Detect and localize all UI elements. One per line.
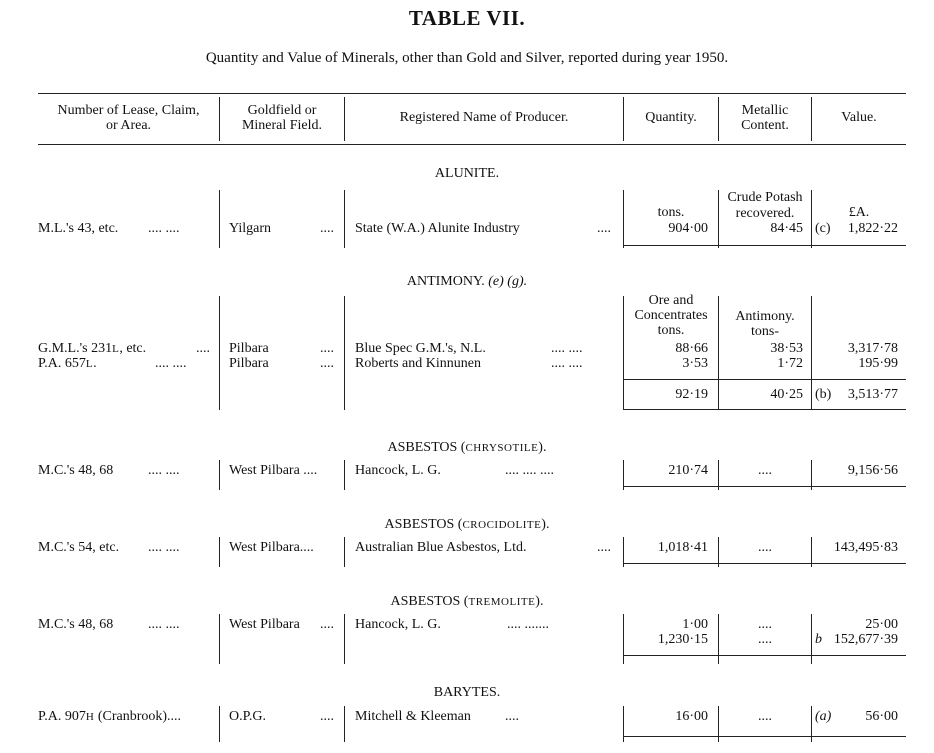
tremolite-quantity: 1·00 (682, 617, 708, 632)
antimony-row-2-metal: 1·72 (777, 356, 803, 371)
header-metallic-line2: Content. (741, 118, 789, 133)
antimony-total-metal: 40·25 (770, 387, 803, 402)
antimony-qty-unit (622, 293, 720, 338)
tremolite-metal: .... (758, 617, 772, 632)
tremolite-row2-note: b (815, 632, 822, 647)
section-heading-crocidolite: ASBESTOS (CROCIDOLITE). (384, 517, 550, 532)
tremolite-lease: M.C.'s 48, 68 (38, 617, 114, 632)
column-divider (219, 296, 220, 410)
column-divider (219, 190, 220, 248)
tremolite-producer-dots: .... ....... (507, 617, 549, 632)
barytes-total-rule (623, 736, 906, 737)
crocidolite-producer: Australian Blue Asbestos, Ltd. (355, 540, 527, 555)
barytes-producer: Mitchell & Kleeman (355, 709, 471, 724)
antimony-total-rule (623, 409, 906, 410)
header-top-rule (38, 93, 906, 94)
chrysotile-lease: M.C.'s 48, 68 (38, 463, 114, 478)
alunite-field: Yilgarn (229, 221, 271, 236)
alunite-metal-unit-line2: recovered. (735, 206, 795, 221)
header-lease-line1: Number of Lease, Claim, (57, 103, 200, 118)
alunite-lease: M.L.'s 43, etc. (38, 221, 119, 236)
antimony-row-2-quantity: 3·53 (682, 356, 708, 371)
tremolite-lease-dots: .... .... (148, 617, 180, 632)
antimony-metal-unit-line2: tons- (751, 324, 779, 339)
header-lease-line2: or Area. (105, 118, 152, 133)
header-field-line1: Goldfield or (247, 103, 317, 118)
header-metallic (719, 103, 811, 133)
section-heading-alunite: ALUNITE. (434, 166, 500, 181)
column-divider (219, 537, 220, 567)
antimony-row-2-field: Pilbara (229, 356, 269, 371)
alunite-value: 1,822·22 (847, 221, 898, 236)
tremolite-field: West Pilbara (229, 617, 300, 632)
chrysotile-quantity: 210·74 (668, 463, 708, 478)
antimony-row-1-metal: 38·53 (770, 341, 803, 356)
crocidolite-producer-dots: .... (597, 540, 611, 555)
crocidolite-metal: .... (758, 540, 772, 555)
section-heading-chrysotile: ASBESTOS (CHRYSOTILE). (387, 440, 547, 455)
crocidolite-value: 143,495·83 (833, 540, 898, 555)
antimony-metal-unit (719, 309, 811, 339)
chrysotile-total-rule (623, 486, 906, 487)
alunite-producer-dots: .... (597, 221, 611, 236)
header-value: Value. (841, 110, 877, 125)
antimony-row-1-producer: Blue Spec G.M.'s, N.L. (355, 341, 486, 356)
column-divider (344, 460, 345, 490)
antimony-row-2-producer: Roberts and Kinnunen (355, 356, 481, 371)
antimony-heading-notes: (e) (g). (488, 274, 528, 289)
antimony-row-2-lease: P.A. 657L. (38, 356, 97, 371)
header-bottom-rule (38, 144, 906, 145)
column-divider (219, 460, 220, 490)
chrysotile-producer: Hancock, L. G. (355, 463, 441, 478)
chrysotile-field: West Pilbara .... (229, 463, 318, 478)
column-divider (219, 614, 220, 664)
section-heading-antimony (0, 274, 934, 290)
column-divider (344, 190, 345, 248)
header-field (220, 103, 344, 133)
chrysotile-value: 9,156·56 (847, 463, 898, 478)
tremolite-row2-value: 152,677·39 (833, 632, 898, 647)
column-divider (344, 296, 345, 410)
column-divider (219, 706, 220, 742)
antimony-qty-unit-line2: Concentrates (634, 308, 708, 323)
header-metallic-line1: Metallic (741, 103, 789, 118)
antimony-subtotal-rule (623, 379, 906, 380)
header-field-line2: Mineral Field. (241, 118, 323, 133)
chrysotile-lease-dots: .... .... (148, 463, 180, 478)
barytes-value: 56·00 (865, 709, 898, 724)
column-divider (811, 296, 812, 410)
column-divider (811, 614, 812, 664)
antimony-qty-unit-line3: tons. (657, 323, 685, 338)
section-heading-tremolite: ASBESTOS (TREMOLITE). (390, 594, 544, 609)
crocidolite-lease-dots: .... .... (148, 540, 180, 555)
antimony-row-1-producer-dots: .... .... (551, 341, 583, 356)
antimony-row-2-lease-dots: .... .... (155, 356, 187, 371)
alunite-value-unit: £A. (848, 205, 870, 220)
antimony-row-1-quantity: 88·66 (675, 341, 708, 356)
header-lease (38, 103, 219, 133)
header-quantity: Quantity. (645, 110, 697, 125)
barytes-field: O.P.G. (229, 709, 266, 724)
alunite-field-dots: .... (320, 221, 334, 236)
alunite-note: (c) (815, 221, 831, 236)
antimony-row-1-field: Pilbara (229, 341, 269, 356)
antimony-heading-main: ANTIMONY. (406, 274, 485, 289)
barytes-note: (a) (815, 709, 832, 724)
barytes-field-dots: .... (320, 709, 334, 724)
page-title: TABLE VII. (408, 6, 526, 30)
alunite-lease-dots: .... .... (148, 221, 180, 236)
barytes-metal: .... (758, 709, 772, 724)
page-subtitle: Quantity and Value of Minerals, other than Gold and Silver, reported during year 1950. (205, 50, 729, 66)
barytes-lease: P.A. 907H (Cranbrook).... (38, 709, 182, 724)
antimony-row-1-lease: G.M.L.'s 231L, etc. (38, 341, 147, 356)
antimony-row-2-producer-dots: .... .... (551, 356, 583, 371)
tremolite-row2-quantity: 1,230·15 (657, 632, 708, 647)
tremolite-value: 25·00 (865, 617, 898, 632)
antimony-row-1-lease-dots: .... (196, 341, 210, 356)
column-divider (344, 614, 345, 664)
crocidolite-quantity: 1,018·41 (657, 540, 708, 555)
antimony-row-2-field-dots: .... (320, 356, 334, 371)
alunite-metal: 84·45 (770, 221, 803, 236)
tremolite-total-rule (623, 655, 906, 656)
antimony-row-1-field-dots: .... (320, 341, 334, 356)
antimony-row-2-value: 195·99 (858, 356, 898, 371)
barytes-producer-dots: .... (505, 709, 519, 724)
chrysotile-metal: .... (758, 463, 772, 478)
crocidolite-total-rule (623, 563, 906, 564)
alunite-producer: State (W.A.) Alunite Industry (355, 221, 520, 236)
header-producer: Registered Name of Producer. (399, 110, 569, 125)
alunite-quantity: 904·00 (668, 221, 708, 236)
crocidolite-field: West Pilbara.... (229, 540, 314, 555)
tremolite-row2-metal: .... (758, 632, 772, 647)
antimony-total-note: (b) (815, 387, 832, 402)
alunite-total-rule (623, 245, 906, 246)
column-divider (344, 706, 345, 742)
antimony-qty-unit-line1: Ore and (648, 293, 694, 308)
tremolite-producer: Hancock, L. G. (355, 617, 441, 632)
antimony-total-quantity: 92·19 (675, 387, 708, 402)
antimony-row-1-value: 3,317·78 (847, 341, 898, 356)
section-heading-barytes: BARYTES. (433, 685, 501, 700)
barytes-quantity: 16·00 (675, 709, 708, 724)
chrysotile-producer-dots: .... .... .... (505, 463, 554, 478)
column-divider (344, 537, 345, 567)
alunite-qty-unit: tons. (657, 205, 685, 220)
crocidolite-lease: M.C.'s 54, etc. (38, 540, 120, 555)
alunite-metal-unit (717, 190, 813, 222)
antimony-metal-unit-line1: Antimony. (735, 309, 795, 324)
tremolite-field-dots: .... (320, 617, 334, 632)
alunite-metal-unit-line1: Crude Potash (727, 190, 803, 205)
antimony-total-value: 3,513·77 (847, 387, 898, 402)
